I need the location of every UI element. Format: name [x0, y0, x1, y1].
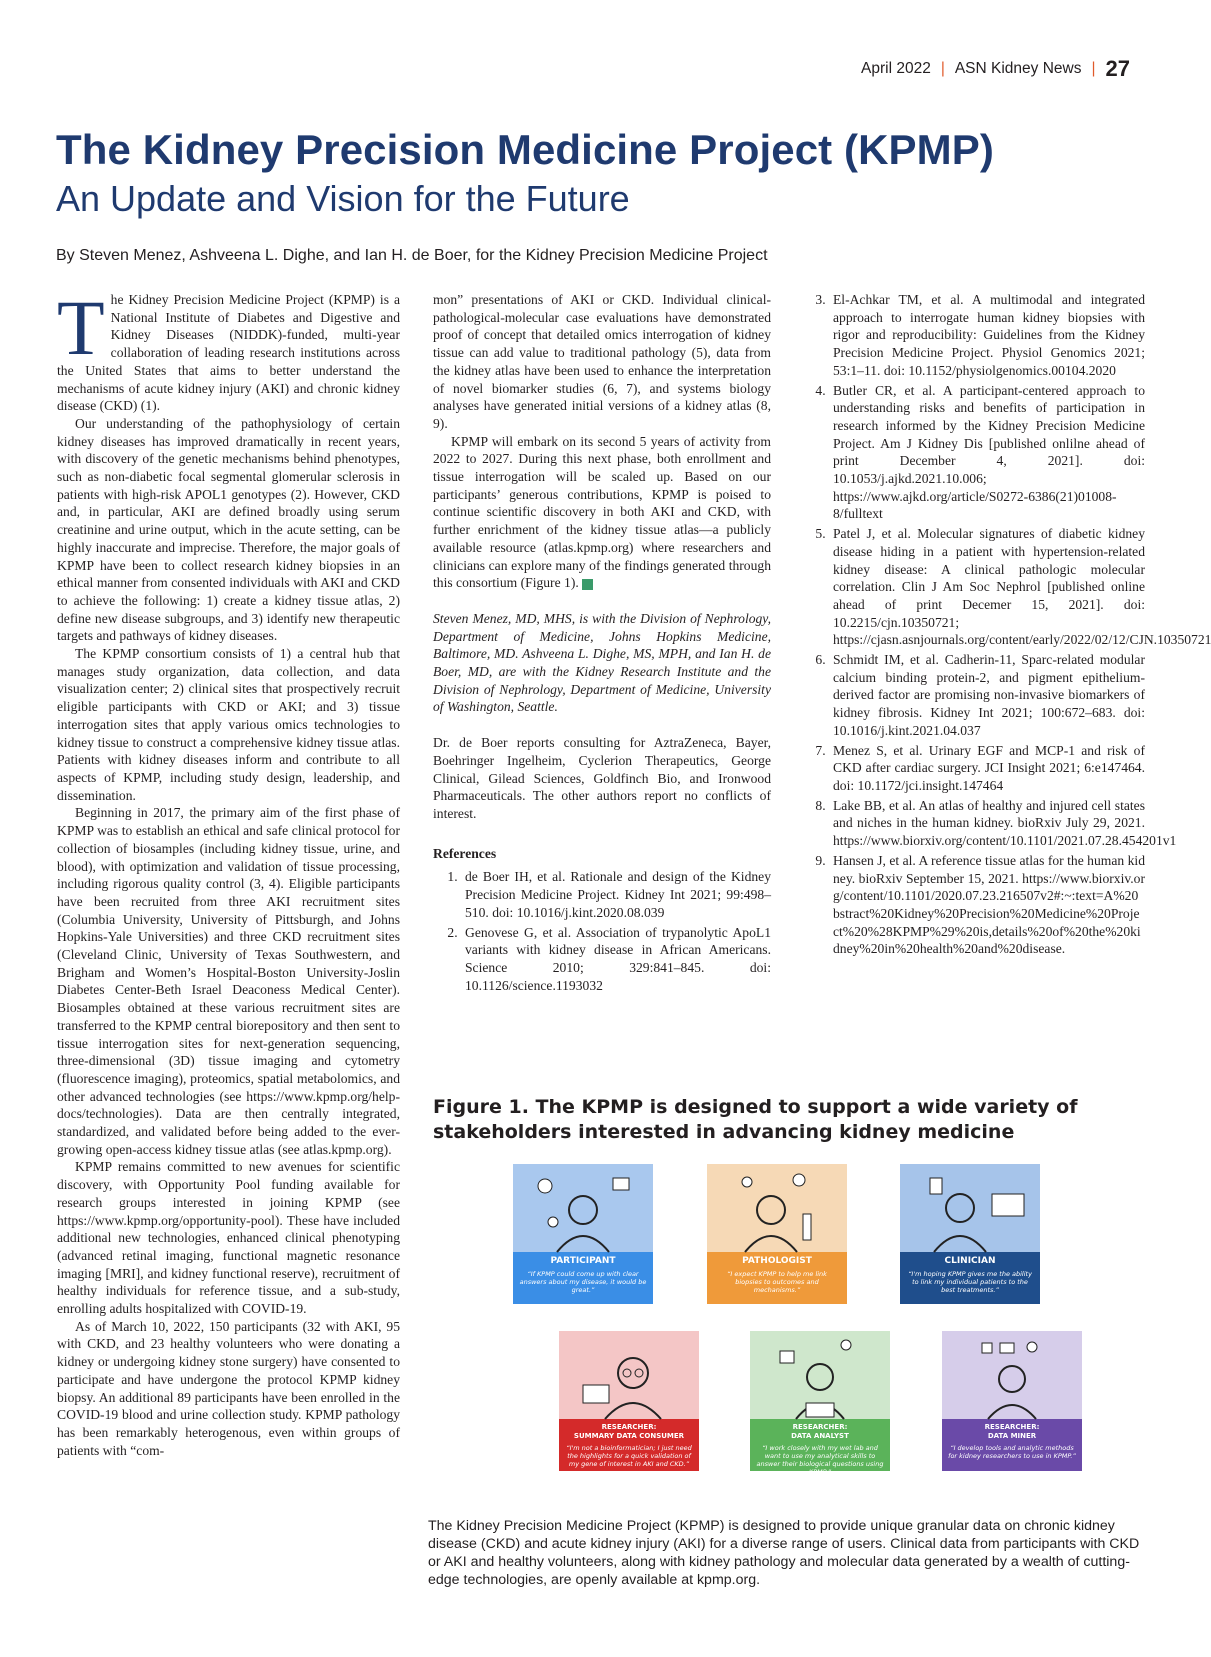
doctor-icon — [900, 1164, 1040, 1252]
disclosure: Dr. de Boer reports consulting for AztraZeneca, Bayer, Boehringer Ingelheim, Cyclerion Therapeutics, George Clinical, Gilead Sciences, Goldfinch Bio, and Ironwood Pharmaceuticals. The other authors report no conflicts of interest. — [433, 735, 771, 821]
summary-consumer-illustration — [559, 1331, 699, 1419]
role-label: CLINICIAN — [944, 1256, 996, 1266]
data-miner-icon — [942, 1331, 1082, 1419]
reference-item: 1. de Boer IH, et al. Rationale and design of the Kidney Precision Medicine Project. Kidney Int 2021; 99:498–510. doi: 10.1016/j.kint.2020.08.039 — [461, 868, 771, 921]
data-miner-illustration — [942, 1331, 1082, 1419]
role-label: DATA MINER — [987, 1432, 1037, 1440]
column-3 — [801, 291, 1211, 1051]
references-list — [433, 868, 771, 994]
role-quote: “I expect KPMP to help me link biopsies to outcomes and mechanisms.” — [727, 1270, 827, 1294]
stakeholder-card-clinician — [900, 1164, 1040, 1304]
data-analyst-band — [750, 1419, 890, 1476]
reference-item: 9. Hansen J, et al. A reference tissue atlas for the human kidney. bioRxiv September 15, 2021. https://www.biorxiv.org/content/10.1101/2020.07.23.216507v2#:~:text=A%20bstract%20Kidney%20Precision%20Medicine%20Project%20%28KPMP%29%20is,details%20of%20the%20kidney%20in%20health%20and%20disease. — [829, 852, 1145, 958]
microscope-icon — [707, 1164, 847, 1252]
body-paragraph-continued: mon” presentations of AKI or CKD. Individual clinical-pathological-molecular case evaluations have demonstrated proof of concept that detailed omics interrogation of kidney tissue can add value to traditional pathology (5), data from the kidney atlas have been used to enhance the interpretation of novel biomarker studies (6, 7), and systems biology analyses have generated initial versions of a kidney atlas (8, 9). — [433, 292, 771, 431]
closing-text: KPMP will embark on its second 5 years of activity from 2022 to 2027. During this next phase, both enrollment and tissue interrogation will be scaled up. Based on our participants’ generous contributions, KPMP is poised to continue scientific discovery in both AKI and CKD, with further enrichment of the kidney tissue atlas—a publicly available resource (atlas.kpmp.org) where researchers and clinicians can explore many of the findings generated through this consortium (Figure 1). — [433, 433, 771, 591]
column-2 — [433, 291, 771, 1051]
body-paragraph: Beginning in 2017, the primary aim of the first phase of KPMP was to establish an ethical and safe clinical protocol for collection of biosamples (including kidney tissue, urine, and blood), with optimization and validation of tissue processing, including rigorous quality control (3, 4). Eligible participants have been recruited from three AKI recruitment sites (Columbia University, University of Pittsburgh, and Johns Hopkins-Yale Universities) and three CKD recruitment sites (Cleveland Clinic, University of Texas Southwestern, and Brigham and Women’s Hospital-Boston University-Joslin Diabetes Center-Beth Israel Deaconess Medical Center). Biosamples obtained at these various recruitment sites are transferred to the KPMP central biorepository and then sent to tissue interrogation sites for next-generation sequencing, three-dimensional (3D) tissue imaging and cytometry (fluorescence imaging), proteomics, spatial metabolomics, and other advanced technologies (see https://www.kpmp.org/help-docs/technologies). Data are then centrally integrated, standardized, and validated before being added to the ever-growing open-access kidney tissue atlas (see atlas.kpmp.org). — [57, 805, 400, 1157]
stakeholder-card-data-analyst — [750, 1331, 890, 1476]
column-1 — [57, 284, 400, 1581]
body-paragraph: Our understanding of the pathophysiology of certain kidney diseases has improved dramatically in recent years, with discovery of the genetic mechanisms behind phenotypes, such as non-diabetic focal segmental glomerular sclerosis in patients with high-risk APOL1 genotypes (2). However, CKD and, in particular, AKI are defined broadly using serum creatinine and urine output, which in the acute setting, can be highly inaccurate and imprecise. Therefore, the major goals of KPMP have been to collect research kidney biopsies in an ethical manner from consented individuals with AKI and CKD to achieve the following: 1) create a kidney tissue atlas, 2) define new disease subgroups, and 3) identify new therapeutic targets and pathways of kidney diseases. — [57, 415, 400, 644]
summary-consumer-band — [559, 1419, 699, 1471]
role-prefix: RESEARCHER: — [984, 1423, 1040, 1431]
byline: By Steven Menez, Ashveena L. Dighe, and Ian H. de Boer, for the Kidney Precision Medicine Project — [56, 247, 768, 264]
author-affiliation: Steven Menez, MD, MHS, is with the Division of Nephrology, Department of Medicine, Johns Hopkins Medicine, Baltimore, MD. Ashveena L. Dighe, MS, MPH, and Ian H. de Boer, MD, are with the Kidney Research Institute and the Division of Nephrology, Department of Medicine, University of Washington, Seattle. — [433, 610, 771, 715]
reference-item: 5. Patel J, et al. Molecular signatures of diabetic kidney disease hiding in a patient with hypertension-related kidney disease: A clinical pathologic molecular correlation. Clin J Am Soc Nephrol [published online ahead of print Decemer 15, 2021]. doi: 10.2215/cjn.10350721; https://cjasn.asnjournals.org/content/early/2022/02/12/CJN.10350721 — [829, 525, 1145, 649]
publication-name: ASN Kidney News — [954, 60, 1082, 77]
issue-date: April 2022 — [861, 60, 931, 77]
role-label: PARTICIPANT — [550, 1256, 616, 1266]
body-paragraph: KPMP remains committed to new avenues for scientific discovery, with Opportunity Pool funding available for research groups interested in joining KPMP (see https://www.kpmp.org/opportunity-pool). These have included additional new technologies, enhanced clinical phenotyping (advanced retinal imaging, functional magnetic resonance imaging [MRI], and kidney functional reserve), recruitment of healthy individuals for reference tissue, and a sub-study, enrolling adults hospitalized with COVID-19. — [57, 1159, 400, 1317]
role-prefix: RESEARCHER: — [601, 1423, 657, 1431]
intro-text: he Kidney Precision Medicine Project (KPMP) is a National Institute of Diabetes and Digestive and Kidney Diseases (NIDDK)-funded, multi-year collaboration of leading research institutions across the United States that aims to better understand the mechanisms of acute kidney injury (AKI) and chronic kidney disease (CKD) (1). — [57, 292, 400, 414]
clinician-illustration — [900, 1164, 1040, 1252]
role-quote: “I'm not a bioinformatician; I just need the highlights for a quick validation of my gene of interest in AKI and CKD.” — [566, 1444, 692, 1468]
role-label: DATA ANALYST — [791, 1432, 849, 1440]
stakeholder-card-summary-data-consumer — [559, 1331, 699, 1471]
role-quote: “If KPMP could come up with clear answers about my disease, it would be great.” — [519, 1270, 647, 1294]
role-quote: “I work closely with my wet lab and want to use my analytical skills to answer their biological questions using KPMP.” — [756, 1444, 884, 1476]
header-separator: | — [1091, 60, 1096, 77]
end-mark-icon — [582, 579, 593, 590]
figure-title: Figure 1. The KPMP is designed to support a wide variety of stakeholders interested in advancing kidney medicine — [433, 1096, 1078, 1143]
analyst-laptop-icon — [750, 1331, 890, 1419]
stakeholder-card-participant — [513, 1164, 653, 1304]
reference-item: 2. Genovese G, et al. Association of trypanolytic ApoL1 variants with kidney disease in African Americans. Science 2010; 329:841–845. doi: 10.1126/science.1193032 — [461, 924, 771, 995]
pathologist-illustration — [707, 1164, 847, 1252]
reference-item: 8. Lake BB, et al. An atlas of healthy and injured cell states and niches in the human kidney. bioRxiv July 29, 2021. https://www.biorxiv.org/content/10.1101/2021.07.28.454201v1 — [829, 797, 1145, 850]
role-quote: “I'm hoping KPMP gives me the ability to link my individual patients to the best treatments.” — [908, 1270, 1032, 1294]
article-title: The Kidney Precision Medicine Project (KPMP) — [56, 126, 994, 173]
page-header — [861, 56, 1130, 82]
article-subtitle: An Update and Vision for the Future — [56, 178, 630, 219]
data-miner-band — [942, 1419, 1082, 1471]
references-list-continued — [801, 291, 1211, 958]
reference-item: 3. El-Achkar TM, et al. A multimodal and integrated approach to interrogate human kidney biopsies with rigor and reproducibility: Guidelines from the Kidney Precision Medicine Project. Physiol Genomics 2021; 53:1–11. doi: 10.1152/physiolgenomics.00104.2020 — [829, 291, 1145, 380]
role-prefix: RESEARCHER: — [792, 1423, 848, 1431]
participant-illustration — [513, 1164, 653, 1252]
intro-paragraph — [57, 284, 400, 415]
header-separator: | — [940, 60, 945, 77]
drop-cap: T — [57, 284, 105, 371]
researcher-glasses-icon — [559, 1331, 699, 1419]
reference-item: 7. Menez S, et al. Urinary EGF and MCP-1 and risk of CKD after cardiac surgery. JCI Insight 2021; 6:e147464. doi: 10.1172/jci.insight.147464 — [829, 742, 1145, 795]
stakeholder-card-data-miner — [942, 1331, 1082, 1471]
person-icon — [513, 1164, 653, 1252]
stakeholder-card-pathologist — [707, 1164, 847, 1304]
clinician-band — [900, 1252, 1040, 1304]
role-label: PATHOLOGIST — [742, 1256, 812, 1266]
role-quote: “I develop tools and analytic methods for kidney researchers to use in KPMP.” — [948, 1444, 1076, 1460]
reference-item: 4. Butler CR, et al. A participant-centered approach to understanding risks and benefits of participation in research informed by the Kidney Precision Medicine Project. Am J Kidney Dis [published onlilne ahead of print December 4, 2021]. doi: 10.1053/j.ajkd.2021.10.006; https://www.ajkd.org/article/S0272-6386(21)01008-8/fulltext — [829, 382, 1145, 524]
references-heading: References — [433, 845, 497, 861]
page-number: 27 — [1105, 56, 1130, 81]
role-label: SUMMARY DATA CONSUMER — [573, 1432, 685, 1440]
figure-caption: The Kidney Precision Medicine Project (KPMP) is designed to provide unique granular data on chronic kidney disease (CKD) and acute kidney injury (AKI) for a diverse range of users. Clinical data from participants with CKD or AKI and healthy volunteers, along with kidney pathology and molecular data generated by a wealth of cutting-edge technologies, are openly available at kpmp.org. — [428, 1518, 1140, 1588]
reference-item: 6. Schmidt IM, et al. Cadherin-11, Sparc-related modular calcium binding protein-2, and pigment epithelium-derived factor are promising non-invasive biomarkers of kidney fibrosis. Kidney Int 2021; 100:672–683. doi: 10.1016/j.kint.2021.04.037 — [829, 651, 1145, 740]
data-analyst-illustration — [750, 1331, 890, 1419]
body-paragraph: As of March 10, 2022, 150 participants (32 with AKI, 95 with CKD, and 23 healthy volunteers who were donating a kidney or undergoing kidney stone surgery) have consented to participate and have undergone the protocol KPMP kidney biopsy. An additional 89 participants have been enrolled in the COVID-19 blood and urine collection study. KPMP pathology has been remarkably heterogenous, even within groups of patients with “com- — [57, 1318, 400, 1458]
body-paragraph: The KPMP consortium consists of 1) a central hub that manages study organization, data collection, and data visualization center; 2) clinical sites that prospectively recruit eligible participants with CKD or AKI; and 3) tissue interrogation sites that apply various omics technologies to kidney tissue to construct a comprehensive kidney tissue atlas. Patients with kidney diseases inform and contribute to all aspects of KPMP, including study design, leadership, and dissemination. — [57, 646, 400, 803]
participant-band — [513, 1252, 653, 1304]
body-paragraph — [433, 433, 771, 592]
pathologist-band — [707, 1252, 847, 1304]
